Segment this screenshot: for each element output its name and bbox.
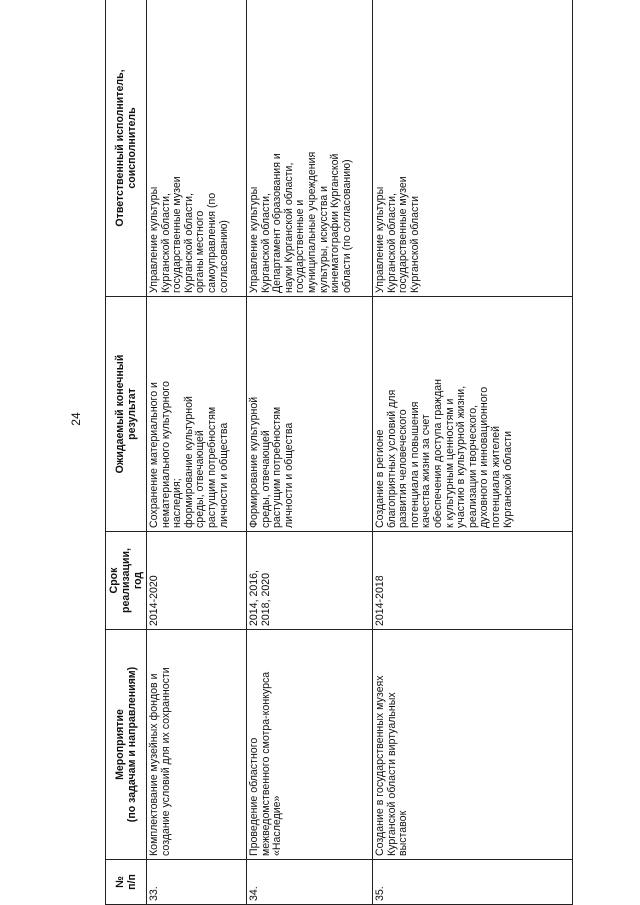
row-event: Проведение областного межведомственного смотра-конкурса «Наследие» <box>247 630 373 860</box>
header-result: Ожидаемый конечный результат <box>106 297 147 532</box>
row-term: 2014-2020 <box>147 532 247 630</box>
events-table <box>105 0 573 905</box>
row-num: 34. <box>247 860 373 905</box>
row-result: Сохранение материального и нематериального культурного наследия; формирование культурной среды, отвечающей растущим потребностям личности и общества <box>147 297 247 532</box>
table-header-row <box>106 0 147 905</box>
table-row <box>247 0 373 905</box>
row-term: 2014-2018 <box>373 532 573 630</box>
row-num: 33. <box>147 860 247 905</box>
table-row <box>373 0 573 905</box>
page-number: 24 <box>69 412 83 426</box>
row-responsible: Управление культуры Курганской области, государственные музеи Курганской области <box>373 0 573 297</box>
row-result: Формирование культурной среды, отвечающей растущим потребностям личности и общества <box>247 297 373 532</box>
header-event: Мероприятие (по задачам и направлениям) <box>106 630 147 860</box>
table-row <box>147 0 247 905</box>
rotated-table-area <box>105 0 571 905</box>
header-num: № п/п <box>106 860 147 905</box>
row-event: Комплектование музейных фондов и создание условий для их сохранности <box>147 630 247 860</box>
header-term: Срок реализации, год <box>106 532 147 630</box>
row-term: 2014, 2016, 2018, 2020 <box>247 532 373 630</box>
row-result: Создание в регионе благоприятных условий для развития человеческого потенциала и повышения качества жизни за счет обеспечения доступа граждан к культурным ценностям и участию в культурной жизни, реализации творческого, духовного и инновационного потенциала жителей Курганской области <box>373 297 573 532</box>
row-num: 35. <box>373 860 573 905</box>
row-responsible: Управление культуры Курганской области, Департамент образования и науки Курганской области, государственные и муниципальные учреждения культуры, искусства и кинематографии Курганской области (по согласованию) <box>247 0 373 297</box>
row-responsible: Управление культуры Курганской области, государственные музеи Курганской области, органы местного самоуправления (по согласованию) <box>147 0 247 297</box>
header-responsible: Ответственный исполнитель, соисполнитель <box>106 0 147 297</box>
row-event: Создание в государственных музеях Курганской области виртуальных выставок <box>373 630 573 860</box>
